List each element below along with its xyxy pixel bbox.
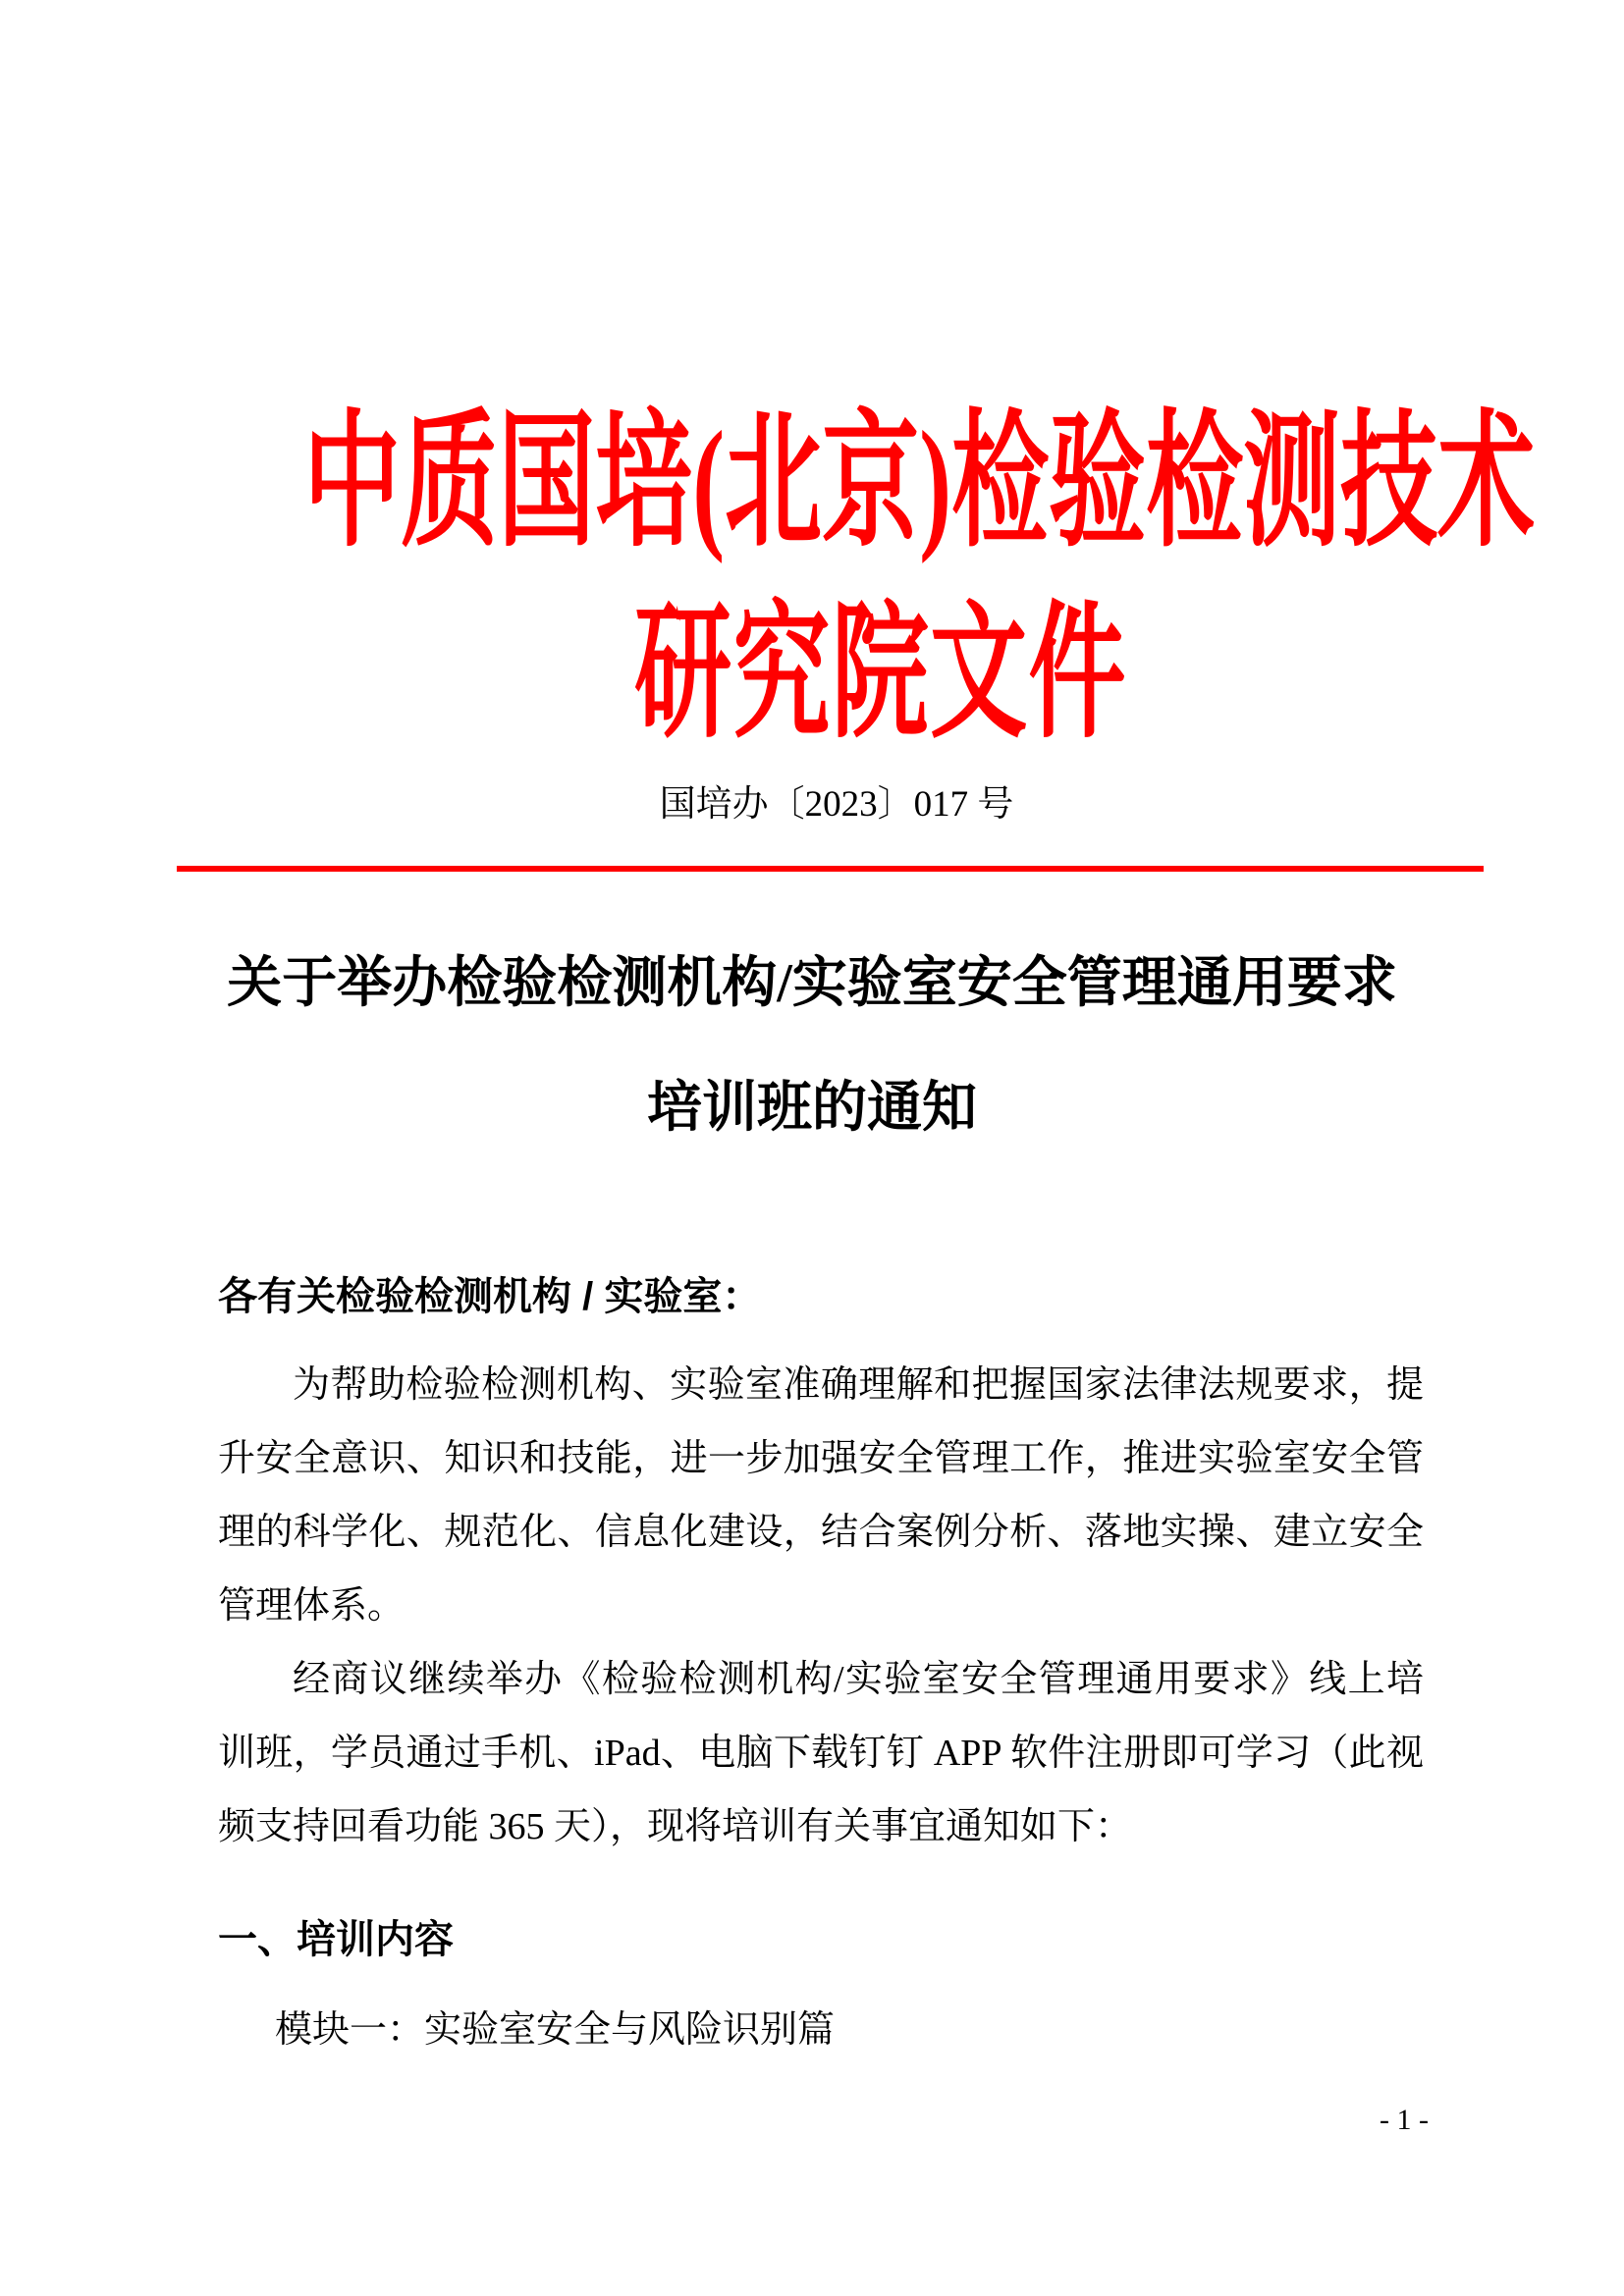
paragraph1-line3: 理的科学化、规范化、信息化建设，结合案例分析、落地实操、建立安全	[218, 1512, 1424, 1553]
paragraph2-line1: 经商议继续举办《检验检测机构/实验室安全管理通用要求》线上培	[293, 1659, 1424, 1700]
document-title-line1: 关于举办检验检测机构/实验室安全管理通用要求	[227, 953, 1397, 1014]
red-divider-rule	[177, 866, 1484, 872]
paragraph1-line4: 管理体系。	[218, 1585, 406, 1627]
salutation-line: 各有关检验检测机构 / 实验室：	[218, 1275, 762, 1318]
paragraph1-line1: 为帮助检验检测机构、实验室准确理解和把握国家法律法规要求，提	[293, 1364, 1424, 1406]
paragraph2-line3: 频支持回看功能 365 天），现将培训有关事宜通知如下：	[218, 1806, 1133, 1847]
letterhead-title-line2: 研究院文件	[634, 593, 1127, 756]
section1-heading: 一、培训内容	[218, 1918, 454, 1961]
page-number: - 1 -	[1380, 2104, 1429, 2136]
document-number: 国培办〔2023〕017 号	[659, 784, 1014, 825]
paragraph2-line2: 训班，学员通过手机、iPad、电脑下载钉钉 APP 软件注册即可学习（此视	[218, 1733, 1424, 1774]
document-title-line2: 培训班的通知	[647, 1078, 977, 1139]
paragraph1-line2: 升安全意识、知识和技能，进一步加强安全管理工作，推进实验室安全管	[218, 1438, 1424, 1479]
letterhead-title-line1: 中质国培(北京)检验检测技术	[303, 401, 1536, 564]
module1-line: 模块一：实验室安全与风险识别篇	[275, 2009, 836, 2051]
